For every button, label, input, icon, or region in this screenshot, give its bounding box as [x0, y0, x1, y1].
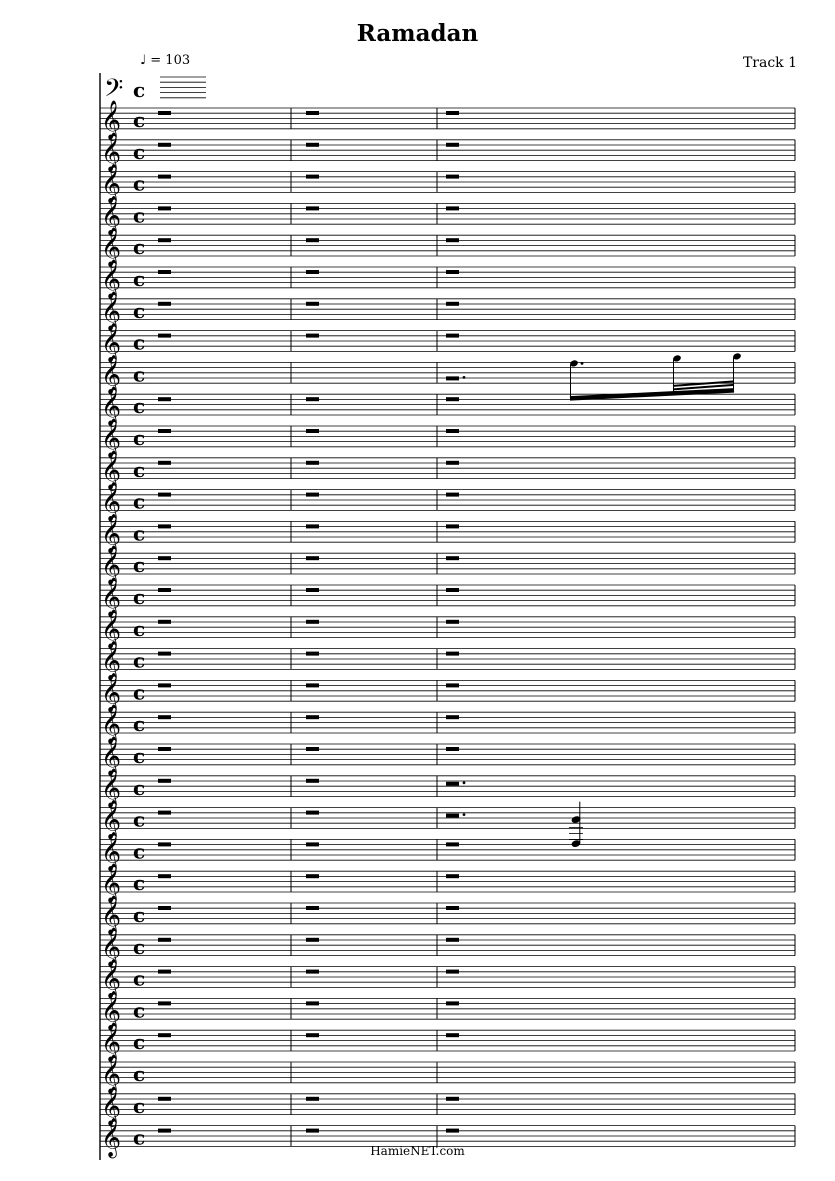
- whole-rest: [446, 175, 459, 179]
- whole-rest: [158, 302, 171, 306]
- whole-rest: [446, 620, 459, 624]
- time-signature: c: [133, 235, 146, 260]
- whole-rest: [158, 397, 171, 401]
- treble-clef-icon: 𝄞: [101, 640, 122, 681]
- time-signature: c: [133, 489, 146, 514]
- time-signature: c: [133, 171, 146, 196]
- treble-clef-icon: 𝄞: [101, 290, 122, 331]
- time-signature: c: [133, 108, 146, 132]
- whole-rest: [158, 1129, 171, 1133]
- time-signature: c: [133, 203, 146, 228]
- whole-rest: [158, 811, 171, 815]
- whole-rest: [446, 461, 459, 465]
- whole-rest: [306, 1001, 319, 1005]
- whole-rest: [446, 683, 459, 687]
- whole-rest: [446, 302, 459, 306]
- treble-clef-icon: 𝄞: [101, 1117, 122, 1158]
- whole-rest: [158, 683, 171, 687]
- time-signature: c: [133, 426, 146, 450]
- time-signature: c: [133, 998, 146, 1023]
- time-signature: c: [133, 712, 146, 737]
- score-title: Ramadan: [356, 20, 479, 47]
- whole-rest: [446, 1129, 459, 1133]
- treble-clef-icon: 𝄞: [101, 608, 122, 649]
- treble-clef-icon: 𝄞: [101, 895, 122, 935]
- whole-rest: [306, 270, 319, 274]
- whole-rest: [158, 747, 171, 751]
- whole-rest: [306, 588, 319, 592]
- time-signature: c: [133, 903, 146, 927]
- time-signature: c: [133, 648, 146, 673]
- time-signature: c: [133, 78, 146, 102]
- whole-rest: [306, 461, 319, 465]
- rest-dot: [463, 813, 466, 816]
- whole-rest: [306, 938, 319, 942]
- treble-clef-icon: 𝄞: [101, 799, 122, 840]
- whole-rest: [446, 556, 459, 560]
- whole-rest: [306, 238, 319, 242]
- time-signature: c: [133, 680, 146, 705]
- whole-rest: [446, 238, 459, 242]
- treble-clef-icon: 𝄞: [101, 736, 122, 776]
- whole-rest: [158, 556, 171, 560]
- time-signature: c: [133, 457, 146, 482]
- whole-rest: [306, 175, 319, 179]
- whole-rest: [306, 652, 319, 656]
- treble-clef-icon: 𝄞: [101, 1022, 122, 1063]
- time-signature: c: [133, 934, 146, 959]
- whole-rest: [306, 302, 319, 306]
- time-signature: c: [133, 585, 146, 609]
- bass-clef-icon: 𝄢: [104, 74, 124, 109]
- rest-dot: [463, 376, 466, 379]
- whole-rest: [158, 461, 171, 465]
- whole-rest: [446, 842, 459, 846]
- half-rest: [446, 376, 459, 380]
- whole-rest: [446, 143, 459, 147]
- treble-clef-icon: 𝄞: [101, 1085, 122, 1126]
- whole-rest: [158, 906, 171, 910]
- whole-rest: [446, 206, 459, 210]
- whole-rest: [306, 970, 319, 974]
- whole-rest: [306, 715, 319, 719]
- time-signature: c: [133, 871, 146, 896]
- whole-rest: [158, 938, 171, 942]
- whole-rest: [446, 493, 459, 497]
- whole-rest: [158, 779, 171, 783]
- whole-rest: [306, 429, 319, 433]
- treble-clef-icon: 𝄞: [101, 863, 122, 904]
- whole-rest: [158, 175, 171, 179]
- whole-rest: [158, 429, 171, 433]
- footer-credit: HamieNET.com: [370, 1144, 465, 1158]
- tempo-value: = 103: [150, 53, 191, 68]
- time-signature: c: [133, 330, 146, 355]
- whole-rest: [158, 1033, 171, 1037]
- treble-clef-icon: 𝄞: [101, 545, 122, 586]
- treble-clef-icon: 𝄞: [101, 831, 122, 872]
- track-label: Track 1: [742, 55, 797, 71]
- treble-clef-icon: 𝄞: [101, 418, 122, 458]
- time-signature: c: [133, 839, 146, 864]
- rest-dot: [463, 781, 466, 784]
- whole-rest: [306, 1129, 319, 1133]
- whole-rest: [306, 206, 319, 210]
- treble-clef-icon: 𝄞: [101, 386, 122, 427]
- whole-rest: [158, 970, 171, 974]
- treble-clef-icon: 𝄞: [101, 131, 122, 172]
- treble-clef-icon: 𝄞: [101, 354, 122, 395]
- whole-rest: [158, 652, 171, 656]
- time-signature: c: [133, 362, 146, 387]
- treble-clef-icon: 𝄞: [101, 100, 122, 140]
- whole-rest: [158, 1097, 171, 1101]
- treble-clef-icon: 𝄞: [101, 767, 122, 808]
- treble-clef-icon: 𝄞: [101, 990, 122, 1031]
- note-dot: [581, 362, 584, 365]
- whole-rest: [306, 747, 319, 751]
- whole-rest: [158, 493, 171, 497]
- time-signature: c: [133, 775, 146, 800]
- whole-rest: [446, 1001, 459, 1005]
- whole-rest: [306, 493, 319, 497]
- whole-rest: [446, 906, 459, 910]
- whole-rest: [306, 874, 319, 878]
- time-signature: c: [133, 1030, 146, 1055]
- whole-rest: [446, 524, 459, 528]
- whole-rest: [158, 588, 171, 592]
- time-signature: c: [133, 1093, 146, 1118]
- whole-rest: [158, 1001, 171, 1005]
- whole-rest: [446, 429, 459, 433]
- treble-clef-icon: 𝄞: [101, 513, 122, 554]
- treble-clef-icon: 𝄞: [101, 481, 122, 522]
- whole-rest: [306, 397, 319, 401]
- whole-rest: [158, 842, 171, 846]
- whole-rest: [306, 842, 319, 846]
- time-signature: c: [133, 139, 146, 164]
- whole-rest: [158, 620, 171, 624]
- time-signature: c: [133, 1125, 146, 1150]
- time-signature: c: [133, 298, 146, 323]
- treble-clef-icon: 𝄞: [101, 926, 122, 967]
- time-signature: c: [133, 1062, 146, 1086]
- time-signature: c: [133, 807, 146, 832]
- whole-rest: [158, 715, 171, 719]
- whole-rest: [158, 524, 171, 528]
- whole-rest: [306, 779, 319, 783]
- whole-rest: [306, 1097, 319, 1101]
- whole-rest: [158, 143, 171, 147]
- treble-clef-icon: 𝄞: [101, 163, 122, 204]
- whole-rest: [446, 1097, 459, 1101]
- whole-rest: [306, 334, 319, 338]
- whole-rest: [446, 747, 459, 751]
- whole-rest: [446, 270, 459, 274]
- time-signature: c: [133, 521, 146, 546]
- treble-clef-icon: 𝄞: [101, 672, 122, 713]
- whole-rest: [446, 874, 459, 878]
- whole-rest: [306, 620, 319, 624]
- whole-rest: [446, 938, 459, 942]
- half-rest: [446, 814, 459, 818]
- whole-rest: [446, 1033, 459, 1037]
- whole-rest: [446, 970, 459, 974]
- whole-rest: [158, 111, 171, 115]
- time-signature: c: [133, 616, 146, 641]
- treble-clef-icon: 𝄞: [101, 577, 122, 617]
- treble-clef-icon: 𝄞: [101, 1054, 122, 1094]
- whole-rest: [306, 143, 319, 147]
- treble-clef-icon: 𝄞: [101, 449, 122, 490]
- quarter-note-icon: ♩: [140, 53, 147, 68]
- whole-rest: [158, 334, 171, 338]
- whole-rest: [158, 874, 171, 878]
- time-signature: c: [133, 267, 146, 291]
- treble-clef-icon: 𝄞: [101, 259, 122, 299]
- treble-clef-icon: 𝄞: [101, 704, 122, 745]
- whole-rest: [446, 334, 459, 338]
- treble-clef-icon: 𝄞: [101, 958, 122, 999]
- whole-rest: [158, 238, 171, 242]
- whole-rest: [306, 1033, 319, 1037]
- whole-rest: [306, 683, 319, 687]
- half-rest: [446, 782, 459, 786]
- time-signature: c: [133, 966, 146, 991]
- whole-rest: [306, 811, 319, 815]
- whole-rest: [306, 524, 319, 528]
- time-signature: c: [133, 394, 146, 419]
- whole-rest: [446, 111, 459, 115]
- whole-rest: [446, 652, 459, 656]
- whole-rest: [306, 906, 319, 910]
- whole-rest: [446, 588, 459, 592]
- treble-clef-icon: 𝄞: [101, 195, 122, 236]
- whole-rest: [306, 111, 319, 115]
- treble-clef-icon: 𝄞: [101, 322, 122, 363]
- time-signature: c: [133, 744, 146, 768]
- time-signature: c: [133, 553, 146, 578]
- whole-rest: [446, 715, 459, 719]
- whole-rest: [158, 206, 171, 210]
- whole-rest: [158, 270, 171, 274]
- treble-clef-icon: 𝄞: [101, 227, 122, 268]
- whole-rest: [306, 556, 319, 560]
- whole-rest: [446, 397, 459, 401]
